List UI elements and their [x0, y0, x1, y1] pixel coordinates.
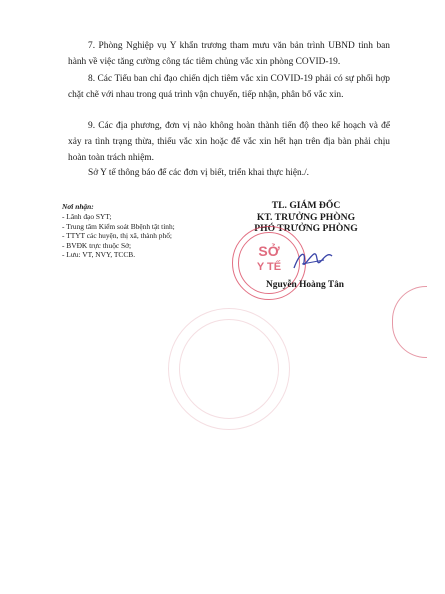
- recipient-item: - TTYT các huyện, thị xã, thành phố;: [62, 231, 172, 241]
- signature-title-1: TL. GIÁM ĐỐC: [271, 200, 341, 211]
- faint-seal-stamp: [168, 308, 290, 430]
- recipients-list: [62, 212, 262, 259]
- handwritten-signature: [290, 246, 336, 274]
- edge-seal-stamp: [392, 286, 427, 358]
- closing-paragraph: Sở Y tế thông báo để các đơn vị biết, triển khai thực hiện./.: [88, 168, 310, 178]
- seal-text-2: Y TẾ: [256, 261, 282, 273]
- recipient-item: - Lãnh đạo SYT;: [62, 212, 112, 222]
- signer-name: Nguyễn Hoàng Tân: [266, 280, 344, 290]
- recipients-title: Nơi nhận:: [62, 202, 94, 211]
- seal-text-1: SỞ: [258, 243, 280, 259]
- recipient-item: - BVĐK trực thuộc Sở;: [62, 240, 132, 250]
- recipient-item: - Lưu: VT, NVY, TCCB.: [62, 250, 136, 260]
- paragraph-8: 8. Các Tiểu ban chỉ đạo chiến dịch tiêm vắc xin COVID-19 phải có sự phối hợp chặt chẽ với nhau trong quá trình vận chuyển, tiếp nhận, phân bổ vắc xin.: [68, 74, 390, 100]
- signature-title-2: KT. TRƯỞNG PHÒNG: [256, 211, 356, 223]
- paragraph-9: 9. Các địa phương, đơn vị nào không hoàn thành tiến độ theo kế hoạch và để xảy ra tình trạng thừa, thiếu vắc xin hoặc để vắc xin hết hạn trên địa bàn phải chịu hoàn toàn trách nhiệm.: [68, 121, 390, 163]
- paragraph-7: 7. Phòng Nghiệp vụ Y khẩn trương tham mưu văn bản trình UBND tỉnh ban hành về việc tăng cường công tác tiêm chủng vắc xin phòng COVID-19.: [68, 41, 390, 67]
- recipient-item: - Trung tâm Kiểm soát Bbệnh tật tỉnh;: [62, 221, 175, 231]
- recipients-block: [62, 202, 262, 259]
- signature-title-3: PHÓ TRƯỞNG PHÒNG: [254, 223, 358, 234]
